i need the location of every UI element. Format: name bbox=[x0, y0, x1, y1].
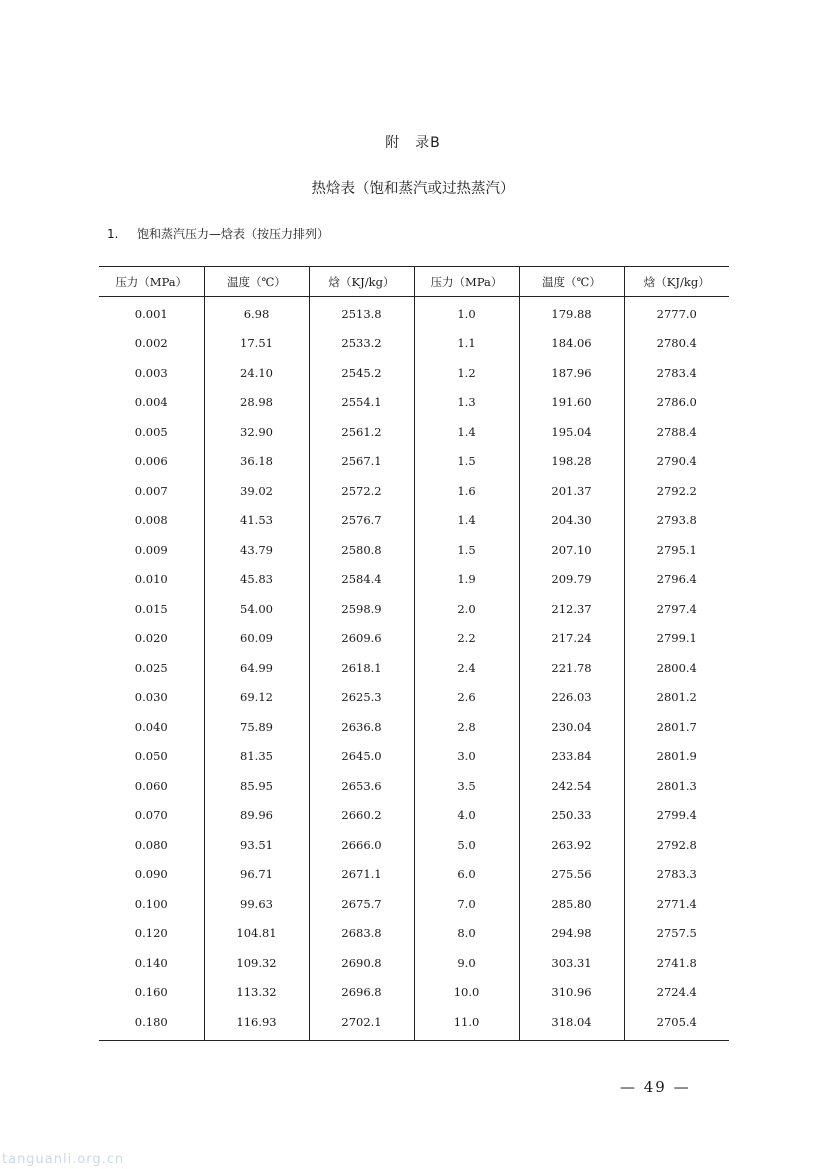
table-cell: 0.005 bbox=[134, 424, 168, 439]
table-cell: 0.020 bbox=[134, 631, 168, 646]
table-cell: 2771.4 bbox=[624, 889, 729, 919]
table-cell: 2671.1 bbox=[309, 860, 414, 890]
table-row bbox=[99, 801, 729, 831]
table-cell: 54.00 bbox=[204, 594, 309, 624]
page-number: — 49 — bbox=[620, 1078, 691, 1096]
table-cell: 2584.4 bbox=[309, 565, 414, 595]
document-title: 热焓表（饱和蒸汽或过热蒸汽） bbox=[311, 181, 515, 197]
table-cell: 226.03 bbox=[519, 683, 624, 713]
table-row bbox=[99, 653, 729, 683]
table-row bbox=[99, 1007, 729, 1040]
table-row bbox=[99, 297, 729, 329]
table-row bbox=[99, 624, 729, 654]
table-cell: 2797.4 bbox=[624, 594, 729, 624]
table-cell: 2801.7 bbox=[624, 712, 729, 742]
table-row bbox=[99, 594, 729, 624]
table-row bbox=[99, 535, 729, 565]
table-cell: 2.8 bbox=[414, 712, 519, 742]
table-cell: 104.81 bbox=[204, 919, 309, 949]
table-cell: 0.040 bbox=[134, 719, 168, 734]
table-cell: 2636.8 bbox=[309, 712, 414, 742]
table-cell: 2796.4 bbox=[624, 565, 729, 595]
table-cell: 2618.1 bbox=[309, 653, 414, 683]
table-cell: 2792.8 bbox=[624, 830, 729, 860]
table-cell: 0.003 bbox=[134, 365, 168, 380]
table-cell: 250.33 bbox=[519, 801, 624, 831]
table-cell: 2790.4 bbox=[624, 447, 729, 477]
table-row bbox=[99, 506, 729, 536]
table-cell: 0.002 bbox=[134, 336, 168, 351]
table-cell: 195.04 bbox=[519, 417, 624, 447]
table-cell: 2545.2 bbox=[309, 358, 414, 388]
table-cell: 4.0 bbox=[414, 801, 519, 831]
table-cell: 0.025 bbox=[134, 660, 168, 675]
table-cell: 2.2 bbox=[414, 624, 519, 654]
table-cell: 2795.1 bbox=[624, 535, 729, 565]
table-cell: 1.4 bbox=[414, 417, 519, 447]
table-cell: 198.28 bbox=[519, 447, 624, 477]
table-row bbox=[99, 476, 729, 506]
table-cell: 2705.4 bbox=[624, 1007, 729, 1040]
table-cell: 2799.4 bbox=[624, 801, 729, 831]
table-row bbox=[99, 860, 729, 890]
table-cell: 10.0 bbox=[414, 978, 519, 1008]
table-cell: 2801.3 bbox=[624, 771, 729, 801]
table-cell: 221.78 bbox=[519, 653, 624, 683]
table-cell: 2533.2 bbox=[309, 329, 414, 359]
table-cell: 2576.7 bbox=[309, 506, 414, 536]
table-cell: 2793.8 bbox=[624, 506, 729, 536]
table-cell: 204.30 bbox=[519, 506, 624, 536]
table-cell: 1.2 bbox=[414, 358, 519, 388]
table-cell: 6.98 bbox=[204, 297, 309, 329]
table-row bbox=[99, 683, 729, 713]
table-cell: 43.79 bbox=[204, 535, 309, 565]
table-cell: 2660.2 bbox=[309, 801, 414, 831]
column-header: 压力（MPa） bbox=[414, 267, 519, 297]
table-cell: 7.0 bbox=[414, 889, 519, 919]
table-cell: 2653.6 bbox=[309, 771, 414, 801]
table-row bbox=[99, 771, 729, 801]
table-row bbox=[99, 830, 729, 860]
table-cell: 99.63 bbox=[204, 889, 309, 919]
table-cell: 285.80 bbox=[519, 889, 624, 919]
table-cell: 2800.4 bbox=[624, 653, 729, 683]
table-body bbox=[99, 297, 729, 1041]
table-cell: 1.9 bbox=[414, 565, 519, 595]
table-cell: 303.31 bbox=[519, 948, 624, 978]
table-cell: 184.06 bbox=[519, 329, 624, 359]
table-cell: 0.100 bbox=[134, 896, 168, 911]
table-cell: 2783.4 bbox=[624, 358, 729, 388]
table-cell: 0.006 bbox=[134, 454, 168, 469]
table-cell: 2786.0 bbox=[624, 388, 729, 418]
table-cell: 45.83 bbox=[204, 565, 309, 595]
table-cell: 0.004 bbox=[134, 395, 168, 410]
table-row bbox=[99, 948, 729, 978]
table-cell: 0.180 bbox=[99, 1007, 204, 1040]
column-header: 焓（KJ/kg） bbox=[309, 267, 414, 297]
table-cell: 0.140 bbox=[134, 955, 168, 970]
watermark: tanguanli.org.cn bbox=[2, 1152, 125, 1167]
table-header-row bbox=[99, 267, 729, 297]
table-cell: 93.51 bbox=[204, 830, 309, 860]
table-cell: 96.71 bbox=[204, 860, 309, 890]
table-row bbox=[99, 978, 729, 1008]
table-cell: 11.0 bbox=[414, 1007, 519, 1040]
table-cell: 2792.2 bbox=[624, 476, 729, 506]
table-cell: 0.070 bbox=[134, 808, 168, 823]
table-cell: 3.0 bbox=[414, 742, 519, 772]
table-cell: 217.24 bbox=[519, 624, 624, 654]
table-cell: 2801.2 bbox=[624, 683, 729, 713]
table-cell: 28.98 bbox=[204, 388, 309, 418]
table-cell: 0.008 bbox=[134, 513, 168, 528]
table-cell: 41.53 bbox=[204, 506, 309, 536]
table-cell: 0.010 bbox=[134, 572, 168, 587]
table-cell: 113.32 bbox=[204, 978, 309, 1008]
table-cell: 89.96 bbox=[204, 801, 309, 831]
table-cell: 2513.8 bbox=[309, 297, 414, 329]
table-cell: 17.51 bbox=[204, 329, 309, 359]
table-cell: 2801.9 bbox=[624, 742, 729, 772]
table-cell: 2625.3 bbox=[309, 683, 414, 713]
section-heading bbox=[107, 225, 329, 242]
table-cell: 318.04 bbox=[519, 1007, 624, 1040]
table-cell: 1.1 bbox=[414, 329, 519, 359]
table-cell: 0.001 bbox=[134, 306, 168, 321]
table-cell: 2788.4 bbox=[624, 417, 729, 447]
table-cell: 2572.2 bbox=[309, 476, 414, 506]
table-cell: 242.54 bbox=[519, 771, 624, 801]
table-cell: 2580.8 bbox=[309, 535, 414, 565]
table-cell: 60.09 bbox=[204, 624, 309, 654]
table-cell: 116.93 bbox=[204, 1007, 309, 1040]
table-cell: 230.04 bbox=[519, 712, 624, 742]
table-cell: 0.030 bbox=[134, 690, 168, 705]
table-cell: 64.99 bbox=[204, 653, 309, 683]
column-header: 温度（℃） bbox=[519, 267, 624, 297]
table-cell: 36.18 bbox=[204, 447, 309, 477]
table-cell: 1.5 bbox=[414, 447, 519, 477]
table-row bbox=[99, 712, 729, 742]
table-cell: 32.90 bbox=[204, 417, 309, 447]
column-header: 温度（℃） bbox=[204, 267, 309, 297]
table-cell: 0.090 bbox=[134, 867, 168, 882]
table-cell: 2783.3 bbox=[624, 860, 729, 890]
table-row bbox=[99, 742, 729, 772]
table-cell: 2696.8 bbox=[309, 978, 414, 1008]
table-cell: 3.5 bbox=[414, 771, 519, 801]
table-cell: 2757.5 bbox=[624, 919, 729, 949]
table-cell: 6.0 bbox=[414, 860, 519, 890]
table-cell: 2675.7 bbox=[309, 889, 414, 919]
table-row bbox=[99, 329, 729, 359]
table-cell: 233.84 bbox=[519, 742, 624, 772]
table-cell: 2609.6 bbox=[309, 624, 414, 654]
table-cell: 310.96 bbox=[519, 978, 624, 1008]
table-cell: 2777.0 bbox=[624, 297, 729, 329]
table-cell: 2702.1 bbox=[309, 1007, 414, 1040]
table-cell: 0.007 bbox=[134, 483, 168, 498]
table-row bbox=[99, 565, 729, 595]
table-cell: 81.35 bbox=[204, 742, 309, 772]
table-cell: 1.5 bbox=[414, 535, 519, 565]
table-cell: 0.050 bbox=[134, 749, 168, 764]
table-cell: 109.32 bbox=[204, 948, 309, 978]
table-cell: 1.0 bbox=[414, 297, 519, 329]
table-cell: 2690.8 bbox=[309, 948, 414, 978]
table-cell: 2666.0 bbox=[309, 830, 414, 860]
table-cell: 1.3 bbox=[414, 388, 519, 418]
table-row bbox=[99, 889, 729, 919]
table-cell: 2598.9 bbox=[309, 594, 414, 624]
table-row bbox=[99, 447, 729, 477]
table-cell: 85.95 bbox=[204, 771, 309, 801]
column-header: 压力（MPa） bbox=[99, 267, 204, 297]
table-cell: 187.96 bbox=[519, 358, 624, 388]
table-cell: 2645.0 bbox=[309, 742, 414, 772]
table-row bbox=[99, 919, 729, 949]
table-cell: 0.009 bbox=[134, 542, 168, 557]
table-cell: 9.0 bbox=[414, 948, 519, 978]
section-title: 饱和蒸汽压力—焓表（按压力排列） bbox=[137, 227, 330, 241]
table-cell: 1.6 bbox=[414, 476, 519, 506]
table-cell: 2567.1 bbox=[309, 447, 414, 477]
table-cell: 2554.1 bbox=[309, 388, 414, 418]
steam-enthalpy-table bbox=[99, 266, 729, 1041]
table-cell: 39.02 bbox=[204, 476, 309, 506]
table-cell: 294.98 bbox=[519, 919, 624, 949]
table-cell: 2724.4 bbox=[624, 978, 729, 1008]
table-cell: 207.10 bbox=[519, 535, 624, 565]
table-cell: 24.10 bbox=[204, 358, 309, 388]
table-cell: 0.015 bbox=[134, 601, 168, 616]
table-cell: 275.56 bbox=[519, 860, 624, 890]
table-cell: 201.37 bbox=[519, 476, 624, 506]
section-number: 1. bbox=[107, 227, 119, 241]
table-cell: 0.120 bbox=[134, 926, 168, 941]
table-cell: 2.4 bbox=[414, 653, 519, 683]
table-cell: 191.60 bbox=[519, 388, 624, 418]
table-row bbox=[99, 388, 729, 418]
table-row bbox=[99, 358, 729, 388]
table-cell: 2561.2 bbox=[309, 417, 414, 447]
table-cell: 0.160 bbox=[134, 985, 168, 1000]
table-cell: 2.6 bbox=[414, 683, 519, 713]
column-header: 焓（KJ/kg） bbox=[624, 267, 729, 297]
appendix-title: 附 录B bbox=[385, 135, 441, 151]
table-cell: 5.0 bbox=[414, 830, 519, 860]
table-cell: 75.89 bbox=[204, 712, 309, 742]
table-cell: 8.0 bbox=[414, 919, 519, 949]
table-cell: 0.060 bbox=[134, 778, 168, 793]
table-cell: 2799.1 bbox=[624, 624, 729, 654]
table-row bbox=[99, 417, 729, 447]
table-cell: 209.79 bbox=[519, 565, 624, 595]
table-cell: 2780.4 bbox=[624, 329, 729, 359]
table-cell: 212.37 bbox=[519, 594, 624, 624]
table-cell: 2.0 bbox=[414, 594, 519, 624]
table-cell: 0.080 bbox=[134, 837, 168, 852]
table-cell: 1.4 bbox=[414, 506, 519, 536]
table-cell: 2741.8 bbox=[624, 948, 729, 978]
table-cell: 2683.8 bbox=[309, 919, 414, 949]
table-cell: 179.88 bbox=[519, 297, 624, 329]
table-cell: 69.12 bbox=[204, 683, 309, 713]
table-cell: 263.92 bbox=[519, 830, 624, 860]
